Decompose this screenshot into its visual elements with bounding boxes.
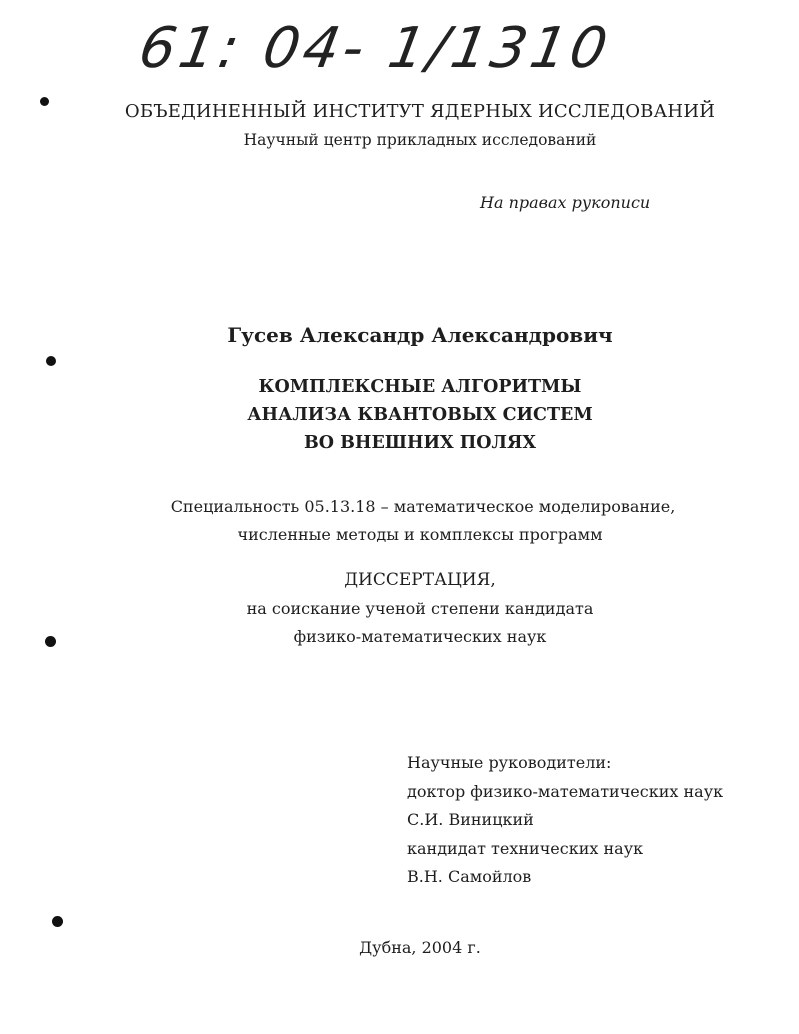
scan-mark-dot [46, 356, 56, 366]
author-name: Гусев Александр Александрович [227, 323, 613, 347]
research-center-name: Научный центр прикладных исследований [243, 131, 597, 149]
specialty-line: численные методы и комплексы программ [237, 525, 603, 544]
manuscript-rights-note: На правах рукописи [480, 193, 651, 212]
supervisor-line: С.И. Виницкий [407, 810, 534, 829]
supervisor-line: В.Н. Самойлов [407, 867, 532, 886]
degree-line: физико-математических наук [293, 627, 547, 646]
archive-number-handwritten: 61: 04- 1/1310 [134, 16, 616, 81]
supervisor-line: доктор физико-математических наук [407, 781, 724, 801]
document-type: ДИССЕРТАЦИЯ, [344, 570, 496, 590]
scan-mark-dot [52, 916, 63, 927]
place-and-year: Дубна, 2004 г. [359, 938, 481, 957]
scan-mark-dot [40, 97, 49, 106]
degree-line: на соискание ученой степени кандидата [246, 599, 594, 618]
supervisors-block [407, 749, 723, 892]
thesis-title-line: ВО ВНЕШНИХ ПОЛЯХ [304, 433, 536, 453]
supervisors-heading: Научные руководители: [407, 753, 612, 772]
specialty-line: Специальность 05.13.18 – математическое моделирование, [170, 497, 676, 516]
supervisor-line: кандидат технических наук [407, 838, 644, 858]
thesis-title-line: КОМПЛЕКСНЫЕ АЛГОРИТМЫ [258, 377, 582, 397]
scan-mark-dot [45, 636, 56, 647]
thesis-title-line: АНАЛИЗА КВАНТОВЫХ СИСТЕМ [247, 405, 593, 425]
institute-name: ОБЪЕДИНЕННЫЙ ИНСТИТУТ ЯДЕРНЫХ ИССЛЕДОВАНИЙ [124, 101, 716, 122]
